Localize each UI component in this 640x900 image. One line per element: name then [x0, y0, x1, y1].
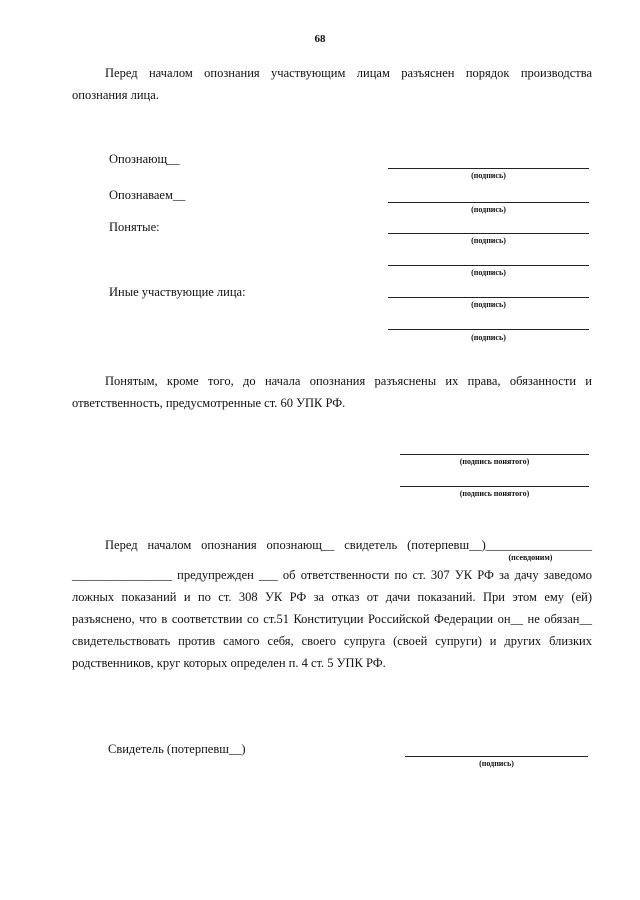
closing-signature-caption: (подпись)	[479, 759, 514, 768]
witness-rights-line-2: ответственность, предусмотренные ст. 60 УПК РФ.	[72, 396, 346, 410]
identifying-label: Опознающ__	[109, 152, 180, 166]
other-1-signature-caption: (подпись)	[471, 300, 506, 309]
identified-label: Опознаваем__	[109, 188, 186, 202]
witness-1-signature-caption: (подпись)	[471, 236, 506, 245]
intro-line-2: опознания лица.	[72, 88, 159, 102]
intro-line-1: Перед началом опознания участвующим лицам разъяснен порядок производства	[105, 66, 592, 80]
witness-rights-paragraph	[72, 370, 592, 414]
other-2-signature-line	[388, 329, 589, 330]
identified-signature-line	[388, 202, 589, 203]
witness-2-signature-line	[388, 265, 589, 266]
warning-line-4: разъяснено, что в соответствии со ст.51 Конституции Российской Федерации он__ не обязан__	[72, 612, 592, 626]
witness-rights-signature-line-1	[400, 454, 589, 455]
page-number: 68	[314, 33, 326, 45]
pseudonym-caption: (псевдоним)	[508, 553, 553, 562]
identifying-signature-line	[388, 168, 589, 169]
other-1-signature-line	[388, 297, 589, 298]
warning-line-3: ложных показаний и по ст. 308 УК РФ за отказ от дачи показаний. При этом ему (ей)	[72, 590, 592, 604]
witness-rights-signature-caption-2: (подпись понятого)	[459, 489, 530, 498]
witness-2-signature-caption: (подпись)	[471, 268, 506, 277]
warning-line-6: родственников, круг которых определен п. 4 ст. 5 УПК РФ.	[72, 656, 386, 670]
witnesses-label: Понятые:	[109, 220, 160, 234]
warning-line-5: свидетельствовать против самого себя, своего супруга (своей супруги) и других близких	[72, 634, 592, 648]
witness-1-signature-line	[388, 233, 589, 234]
closing-witness-label: Свидетель (потерпевш__)	[108, 742, 246, 756]
warning-line-2: ________________ предупрежден ___ об ответственности по ст. 307 УК РФ за дачу заведомо	[72, 568, 592, 582]
warning-line-1: Перед началом опознания опознающ__ свидетель (потерпевш__)_________________	[105, 538, 592, 552]
other-2-signature-caption: (подпись)	[471, 333, 506, 342]
closing-signature-line	[405, 756, 588, 757]
identified-signature-caption: (подпись)	[471, 205, 506, 214]
intro-paragraph	[72, 62, 592, 106]
witness-rights-line-1: Понятым, кроме того, до начала опознания разъяснены их права, обязанности и	[105, 374, 592, 388]
witness-rights-signature-line-2	[400, 486, 589, 487]
identifying-signature-caption: (подпись)	[471, 171, 506, 180]
others-label: Иные участвующие лица:	[109, 285, 246, 299]
witness-rights-signature-caption-1: (подпись понятого)	[459, 457, 530, 466]
warning-paragraph-body	[72, 564, 592, 674]
